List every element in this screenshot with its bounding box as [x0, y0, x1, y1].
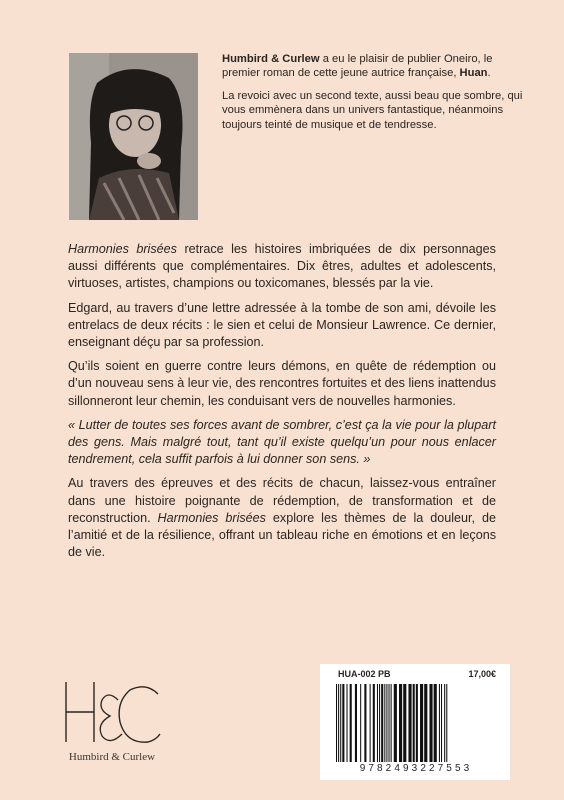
blurb — [68, 241, 496, 568]
barcode-bar — [342, 684, 344, 762]
blurb-paragraph-2: Edgard, au travers d’une lettre adressée à la tombe de son ami, dévoile les entrelacs de deux récits : le sien et celui de Monsieur Lawrence. Ce dernier, enseignant déçu par sa profession. — [68, 300, 496, 350]
blurb-text-5a: Au travers des épreuves et des récits de chacun, laissez-vous entraîner dans une histoire poignante de rédemption, de transformation et de reconstruction. — [68, 476, 496, 525]
barcode-bar — [373, 684, 375, 762]
publisher-logo-name: Humbird & Curlew — [68, 751, 156, 763]
barcode-bar — [408, 684, 411, 762]
intro-paragraph-1 — [222, 52, 524, 81]
book-title: Harmonies brisées — [68, 242, 177, 256]
barcode-bar — [370, 684, 371, 762]
author-name: Huan — [459, 67, 488, 80]
barcode-bar — [424, 684, 427, 762]
barcode-bar — [441, 684, 442, 762]
barcode-bar — [446, 684, 447, 762]
barcode-bar — [340, 684, 341, 762]
barcode — [320, 664, 510, 780]
barcode-bar — [389, 684, 390, 762]
barcode-header — [338, 669, 496, 679]
barcode-bar — [379, 684, 380, 762]
barcode-bar — [347, 684, 348, 762]
barcode-bar — [384, 684, 385, 762]
barcode-bar — [355, 684, 357, 762]
blurb-paragraph-3: Qu’ils soient en guerre contre leurs démons, en quête de rédemption ou d’un nouveau sens à leur vie, des rencontres fortuites et des liens inattendus sillonneront leur chemin, les conduisant vers de nouvelles harmonies. — [68, 359, 496, 408]
blurb-quote: « Lutter de toutes ses forces avant de sombrer, c’est ça la vie pour la plupart des gens. Mais malgré tout, tant qu’il existe quelqu’un pour nous enlacer tendrement, cela suffit parfois à lui donner son sens. » — [68, 417, 496, 467]
barcode-bar — [338, 684, 339, 762]
blurb-text-5b: explore les thèmes de la douleur, de l’amitié et de la résilience, offrant un tableau riche en émotions et en leçons de vie. — [68, 510, 496, 560]
barcode-bar — [444, 684, 445, 762]
barcode-bars — [334, 684, 498, 762]
barcode-bar — [394, 684, 397, 762]
book-title-2: Harmonies brisées — [157, 510, 266, 525]
blurb-text-1: retrace les histoires imbriquées de dix personnages aussi différents que complémentaires. Dix êtres, adultes et adolescents, virtuoses, artistes, champions ou toxicomanes, blessés par la vie. — [68, 242, 496, 291]
barcode-bar — [381, 684, 383, 762]
barcode-bar — [391, 684, 392, 762]
author-photo — [69, 53, 198, 220]
barcode-bar — [377, 684, 378, 762]
barcode-bar — [386, 684, 387, 762]
blurb-paragraph-5 — [68, 475, 496, 561]
barcode-bar — [416, 684, 418, 762]
product-reference: HUA-002 PB — [338, 669, 391, 679]
barcode-bar — [403, 684, 406, 762]
intro-text-1: a eu le plaisir de publier Oneiro, le premier roman de cette jeune autrice française, — [222, 53, 493, 80]
intro-end: . — [487, 67, 491, 80]
barcode-bar — [350, 684, 352, 762]
barcode-bar — [439, 684, 440, 762]
barcode-bar — [364, 684, 366, 762]
price: 17,00€ — [468, 669, 496, 679]
blurb-paragraph-1 — [68, 241, 496, 293]
barcode-bar — [399, 684, 402, 762]
barcode-bar — [429, 684, 432, 762]
barcode-bar — [434, 684, 437, 762]
barcode-bar — [413, 684, 415, 762]
isbn-digits: 9782493227553 — [359, 763, 473, 774]
barcode-bar — [336, 684, 337, 762]
barcode-bar — [420, 684, 423, 762]
intro-paragraph-2: La revoici avec un second texte, aussi beau que sombre, qui vous emmènera dans un univers fantastique, néanmoins toujours teinté de musique et de tendresse. — [222, 89, 523, 131]
barcode-bar — [360, 684, 361, 762]
publisher-name: Humbird & Curlew — [222, 53, 320, 65]
intro-text — [222, 52, 524, 140]
